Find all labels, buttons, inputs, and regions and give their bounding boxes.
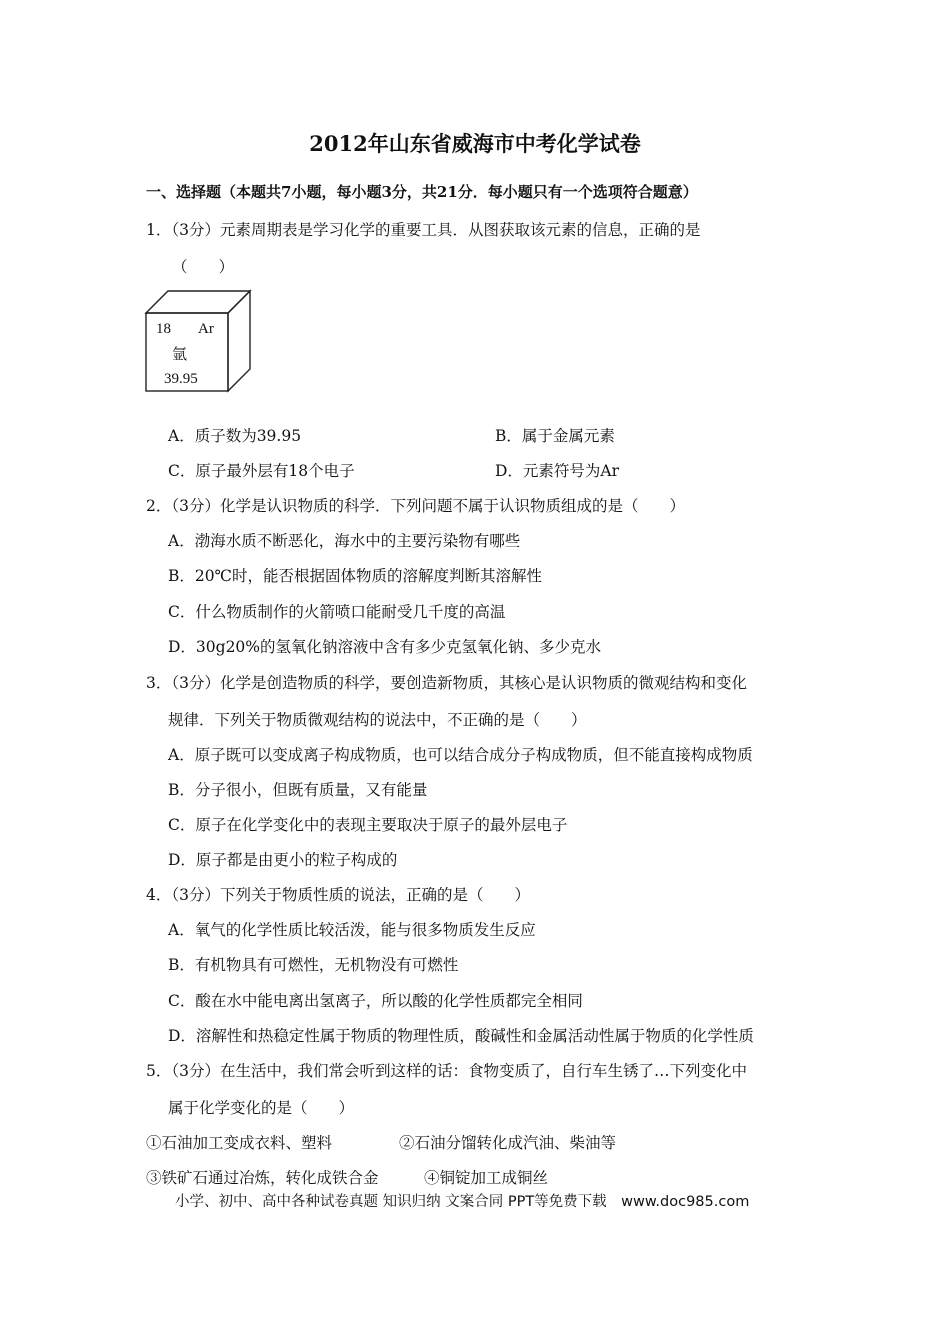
q4-option-b: B．有机物具有可燃性，无机物没有可燃性 bbox=[168, 956, 459, 974]
element-name: 氩 bbox=[172, 347, 188, 363]
q3-option-c: C．原子在化学变化中的表现主要取决于原子的最外层电子 bbox=[168, 816, 568, 834]
q5-item-2: ②石油分馏转化成汽油、柴油等 bbox=[399, 1134, 617, 1152]
q3-stem-continued: 规律．下列关于物质微观结构的说法中，不正确的是（ ） bbox=[168, 711, 587, 729]
element-number: 18 bbox=[156, 321, 171, 337]
q2-option-b: B．20℃时，能否根据固体物质的溶解度判断其溶解性 bbox=[168, 567, 542, 585]
q2-option-d: D．30g20%的氢氧化钠溶液中含有多少克氢氧化钠、多少克水 bbox=[168, 638, 602, 656]
q1-option-b: B．属于金属元素 bbox=[495, 427, 615, 445]
q3-stem: 3．（3分）化学是创造物质的科学，要创造新物质，其核心是认识物质的微观结构和变化 bbox=[146, 674, 747, 692]
q3-option-b: B．分子很小，但既有质量，又有能量 bbox=[168, 781, 428, 799]
q2-option-c: C．什么物质制作的火箭喷口能耐受几千度的高温 bbox=[168, 603, 506, 621]
q1-option-d: D．元素符号为Ar bbox=[495, 462, 620, 480]
q5-item-4: ④铜锭加工成铜丝 bbox=[424, 1169, 549, 1187]
q1-option-c: C．原子最外层有18个电子 bbox=[168, 462, 355, 480]
element-symbol: Ar bbox=[198, 321, 214, 337]
section-heading: 一、选择题（本题共7小题，每小题3分，共21分．每小题只有一个选项符合题意） bbox=[146, 183, 698, 201]
q4-option-c: C．酸在水中能电离出氢离子，所以酸的化学性质都完全相同 bbox=[168, 992, 583, 1010]
q5-item-1: ①石油加工变成衣料、塑料 bbox=[146, 1134, 333, 1152]
q4-option-d: D．溶解性和热稳定性属于物质的物理性质，酸碱性和金属活动性属于物质的化学性质 bbox=[168, 1027, 754, 1045]
q3-option-a: A．原子既可以变成离子构成物质，也可以结合成分子构成物质，但不能直接构成物质 bbox=[168, 746, 753, 764]
q4-stem: 4．（3分）下列关于物质性质的说法，正确的是（ ） bbox=[146, 886, 530, 904]
q5-stem-continued: 属于化学变化的是（ ） bbox=[168, 1099, 355, 1117]
page-title: 2012年山东省威海市中考化学试卷 bbox=[309, 131, 641, 156]
q2-stem: 2．（3分）化学是认识物质的科学．下列问题不属于认识物质组成的是（ ） bbox=[146, 497, 685, 515]
q1-answer-paren: （ ） bbox=[172, 258, 235, 276]
q1-option-a: A．质子数为39.95 bbox=[168, 427, 302, 445]
q1-stem: 1．（3分）元素周期表是学习化学的重要工具．从图获取该元素的信息，正确的是 bbox=[146, 221, 701, 239]
footer-text: 小学、初中、高中各种试卷真题 知识归纳 文案合同 PPT等免费下载 www.doc985.com bbox=[175, 1194, 750, 1210]
q2-option-a: A．渤海水质不断恶化，海水中的主要污染物有哪些 bbox=[168, 532, 521, 550]
element-mass: 39.95 bbox=[164, 371, 198, 387]
q3-option-d: D．原子都是由更小的粒子构成的 bbox=[168, 851, 398, 869]
q4-option-a: A．氧气的化学性质比较活泼，能与很多物质发生反应 bbox=[168, 921, 536, 939]
element-card-figure bbox=[144, 289, 252, 393]
q5-item-3: ③铁矿石通过冶炼，转化成铁合金 bbox=[146, 1169, 379, 1187]
q5-stem: 5．（3分）在生活中，我们常会听到这样的话：食物变质了，自行车生锈了…下列变化中 bbox=[146, 1062, 747, 1080]
